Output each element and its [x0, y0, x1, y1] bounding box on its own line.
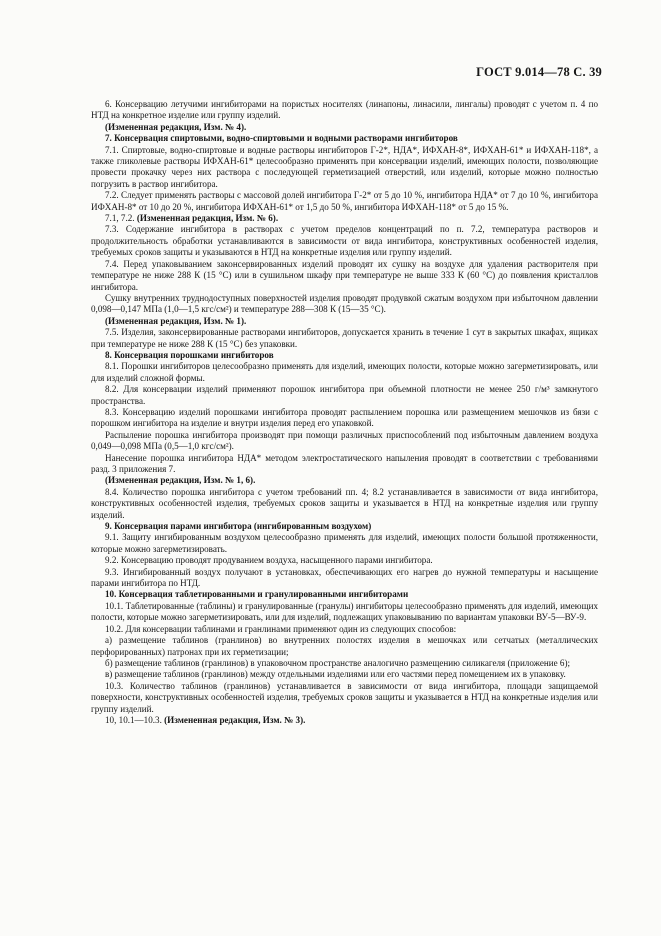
paragraph: Сушку внутренних труднодоступных поверхностей изделия проводят продувкой сжатым воздухом при избыточном давлении 0,098—0,147 МПа (1,0—1,5 кгс/см²) и температуре 288—308 К (15—35 °С).: [91, 292, 598, 315]
paragraph: в) размещение таблинов (гранлинов) между отдельными изделиями или его частями перед помещением их в упаковку.: [105, 669, 566, 680]
paragraph: Нанесение порошка ингибитора НДА* методом электростатического напыления проводят в соответствии с требованиями разд. 3 приложения 7.: [91, 452, 598, 474]
section-heading: 8. Консервация порошками ингибиторов: [105, 349, 274, 360]
paragraph: 9.3. Ингибированный воздух получают в установках, обеспечивающих его нагрев до нужной температуры и насыщение парами ингибитора по НТД.: [91, 566, 598, 589]
section-heading: (Измененная редакция, Изм. № 1, 6).: [105, 475, 256, 486]
paragraph: 7.1. Спиртовые, водно-спиртовые и водные растворы ингибиторов Г-2*, НДА*, ИФХАН-8*, ИФХАН-61* и ИФХАН-118*, а также гликолевые растворы ИФХАН-61* целесообразно применять при консервации изделий, имеющих полости, позволяющие провести прокачку через них раствора с последующей герметизацией отверстий, или изделий, которые можно полностью погрузить в раствор ингибитора.: [91, 144, 598, 189]
page-header: ГОСТ 9.014—78 С. 39: [476, 65, 602, 79]
section-heading: (Измененная редакция, Изм. № 1).: [105, 315, 247, 326]
paragraph: 7.5. Изделия, законсервированные растворами ингибиторов, допускается хранить в течение 1 сут в закрытых шкафах, ящиках при температуре не ниже 288 К (15 °С) без упаковки.: [91, 327, 598, 349]
paragraph: 8.2. Для консервации изделий применяют порошок ингибитора при объемной плотности не менее 250 г/м³ замкнутого пространства.: [91, 384, 598, 406]
paragraph: 9.1. Защиту ингибированным воздухом целесообразно применять для изделий, имеющих полости большой протяженности, которые можно загерметизировать.: [91, 532, 598, 554]
revision-note: (Измененная редакция, Изм. № 6).: [136, 213, 279, 224]
paragraph: [91, 213, 598, 224]
paragraph: 10.3. Количество таблинов (гранлинов) устанавливается в зависимости от вида ингибитора, площади защищаемой поверхности, конструктивных особенностей изделия, требуемых сроков защиты и указывается в НТД на конкретные изделия или группу изделий.: [91, 680, 598, 714]
paragraph: 8.3. Консервацию изделий порошками ингибитора проводят распылением порошка или размещением мешочков из бязи с порошком ингибитора на изделие и внутри изделия перед его упаковкой.: [91, 406, 598, 429]
paragraph: 10.2. Для консервации таблинами и гранлинами применяют один из следующих способов:: [105, 623, 457, 634]
paragraph: 7.3. Содержание ингибитора в растворах с учетом пределов концентраций по п. 7.2, температура растворов и продолжительность обработки устанавливаются в зависимости от вида ингибитора, конструктивных особенностей изделия, требуемых сроков защиты и указываются в НТД на конкретные изделия или группу изделий.: [91, 224, 598, 258]
paragraph: 7.2. Следует применять растворы с массовой долей ингибитора Г-2* от 5 до 10 %, ингибитора НДА* от 7 до 10 %, ингибитора ИФХАН-8* от 10 до 20 %, ингибитора ИФХАН-61* от 1,5 до 50 %, ингибитора ИФХАН-118* от 5 до 15 %.: [91, 190, 598, 212]
paragraph-ref: 7.1, 7.2.: [105, 213, 137, 224]
paragraph: 6. Консервацию летучими ингибиторами на пористых носителях (линапоны, линасили, лингалы) проводят с учетом п. 4 по НТД на конкретное изделие или группу изделий.: [91, 99, 598, 121]
paragraph: 10.1. Таблетированные (таблины) и гранулированные (гранулы) ингибиторы целесообразно применять для изделий, имеющих полости, которые можно загерметизировать, или для изделий, подлежащих упаковыванию по вариантам упаковки ВУ-5—ВУ-9.: [91, 600, 598, 623]
document-body: [91, 99, 598, 726]
section-heading: 9. Консервация парами ингибитора (ингибированным воздухом): [105, 521, 372, 532]
section-heading: 10. Консервация таблетированными и гранулированными ингибиторами: [105, 589, 409, 600]
section-heading: (Измененная редакция, Изм. № 4).: [105, 121, 247, 132]
paragraph: 8.1. Порошки ингибиторов целесообразно применять для изделий, имеющих полости, которые можно загерметизировать, или для изделий сложной формы.: [91, 361, 598, 383]
paragraph-ref: 10, 10.1—10.3.: [105, 714, 165, 725]
paragraph: а) размещение таблинов (гранлинов) во внутренних полостях изделия в мешочках или сетчатых (металлических перфорированных) патронах при их герметизации;: [91, 635, 598, 657]
section-heading: 7. Консервация спиртовыми, водно-спиртовыми и водными растворами ингибиторов: [105, 133, 458, 144]
paragraph: 8.4. Количество порошка ингибитора с учетом требований пп. 4; 8.2 устанавливается в зависимости от вида ингибитора, конструктивных особенностей изделия, требуемых сроков защиты и указывается в НТД на конкретные изделия или группу изделий.: [91, 486, 598, 520]
paragraph: Распыление порошка ингибитора производят при помощи различных приспособлений под избыточным давлением воздуха 0,049—0,098 МПа (0,5—1,0 кгс/см²).: [91, 429, 598, 452]
paragraph: 9.2. Консервацию проводят продуванием воздуха, насыщенного парами ингибитора.: [105, 555, 433, 566]
paragraph: б) размещение таблинов (гранлинов) в упаковочном пространстве аналогично размещению силикагеля (приложение 6);: [105, 657, 571, 668]
revision-note: (Измененная редакция, Изм. № 3).: [164, 714, 306, 725]
paragraph: [91, 715, 598, 726]
paragraph: 7.4. Перед упаковыванием законсервированных изделий проводят их сушку на воздухе для удаления растворителя при температуре не ниже 288 К (15 °С) или в сушильном шкафу при температуре не выше 333 К (60 °С) до появления кристаллов ингибитора.: [91, 258, 598, 292]
